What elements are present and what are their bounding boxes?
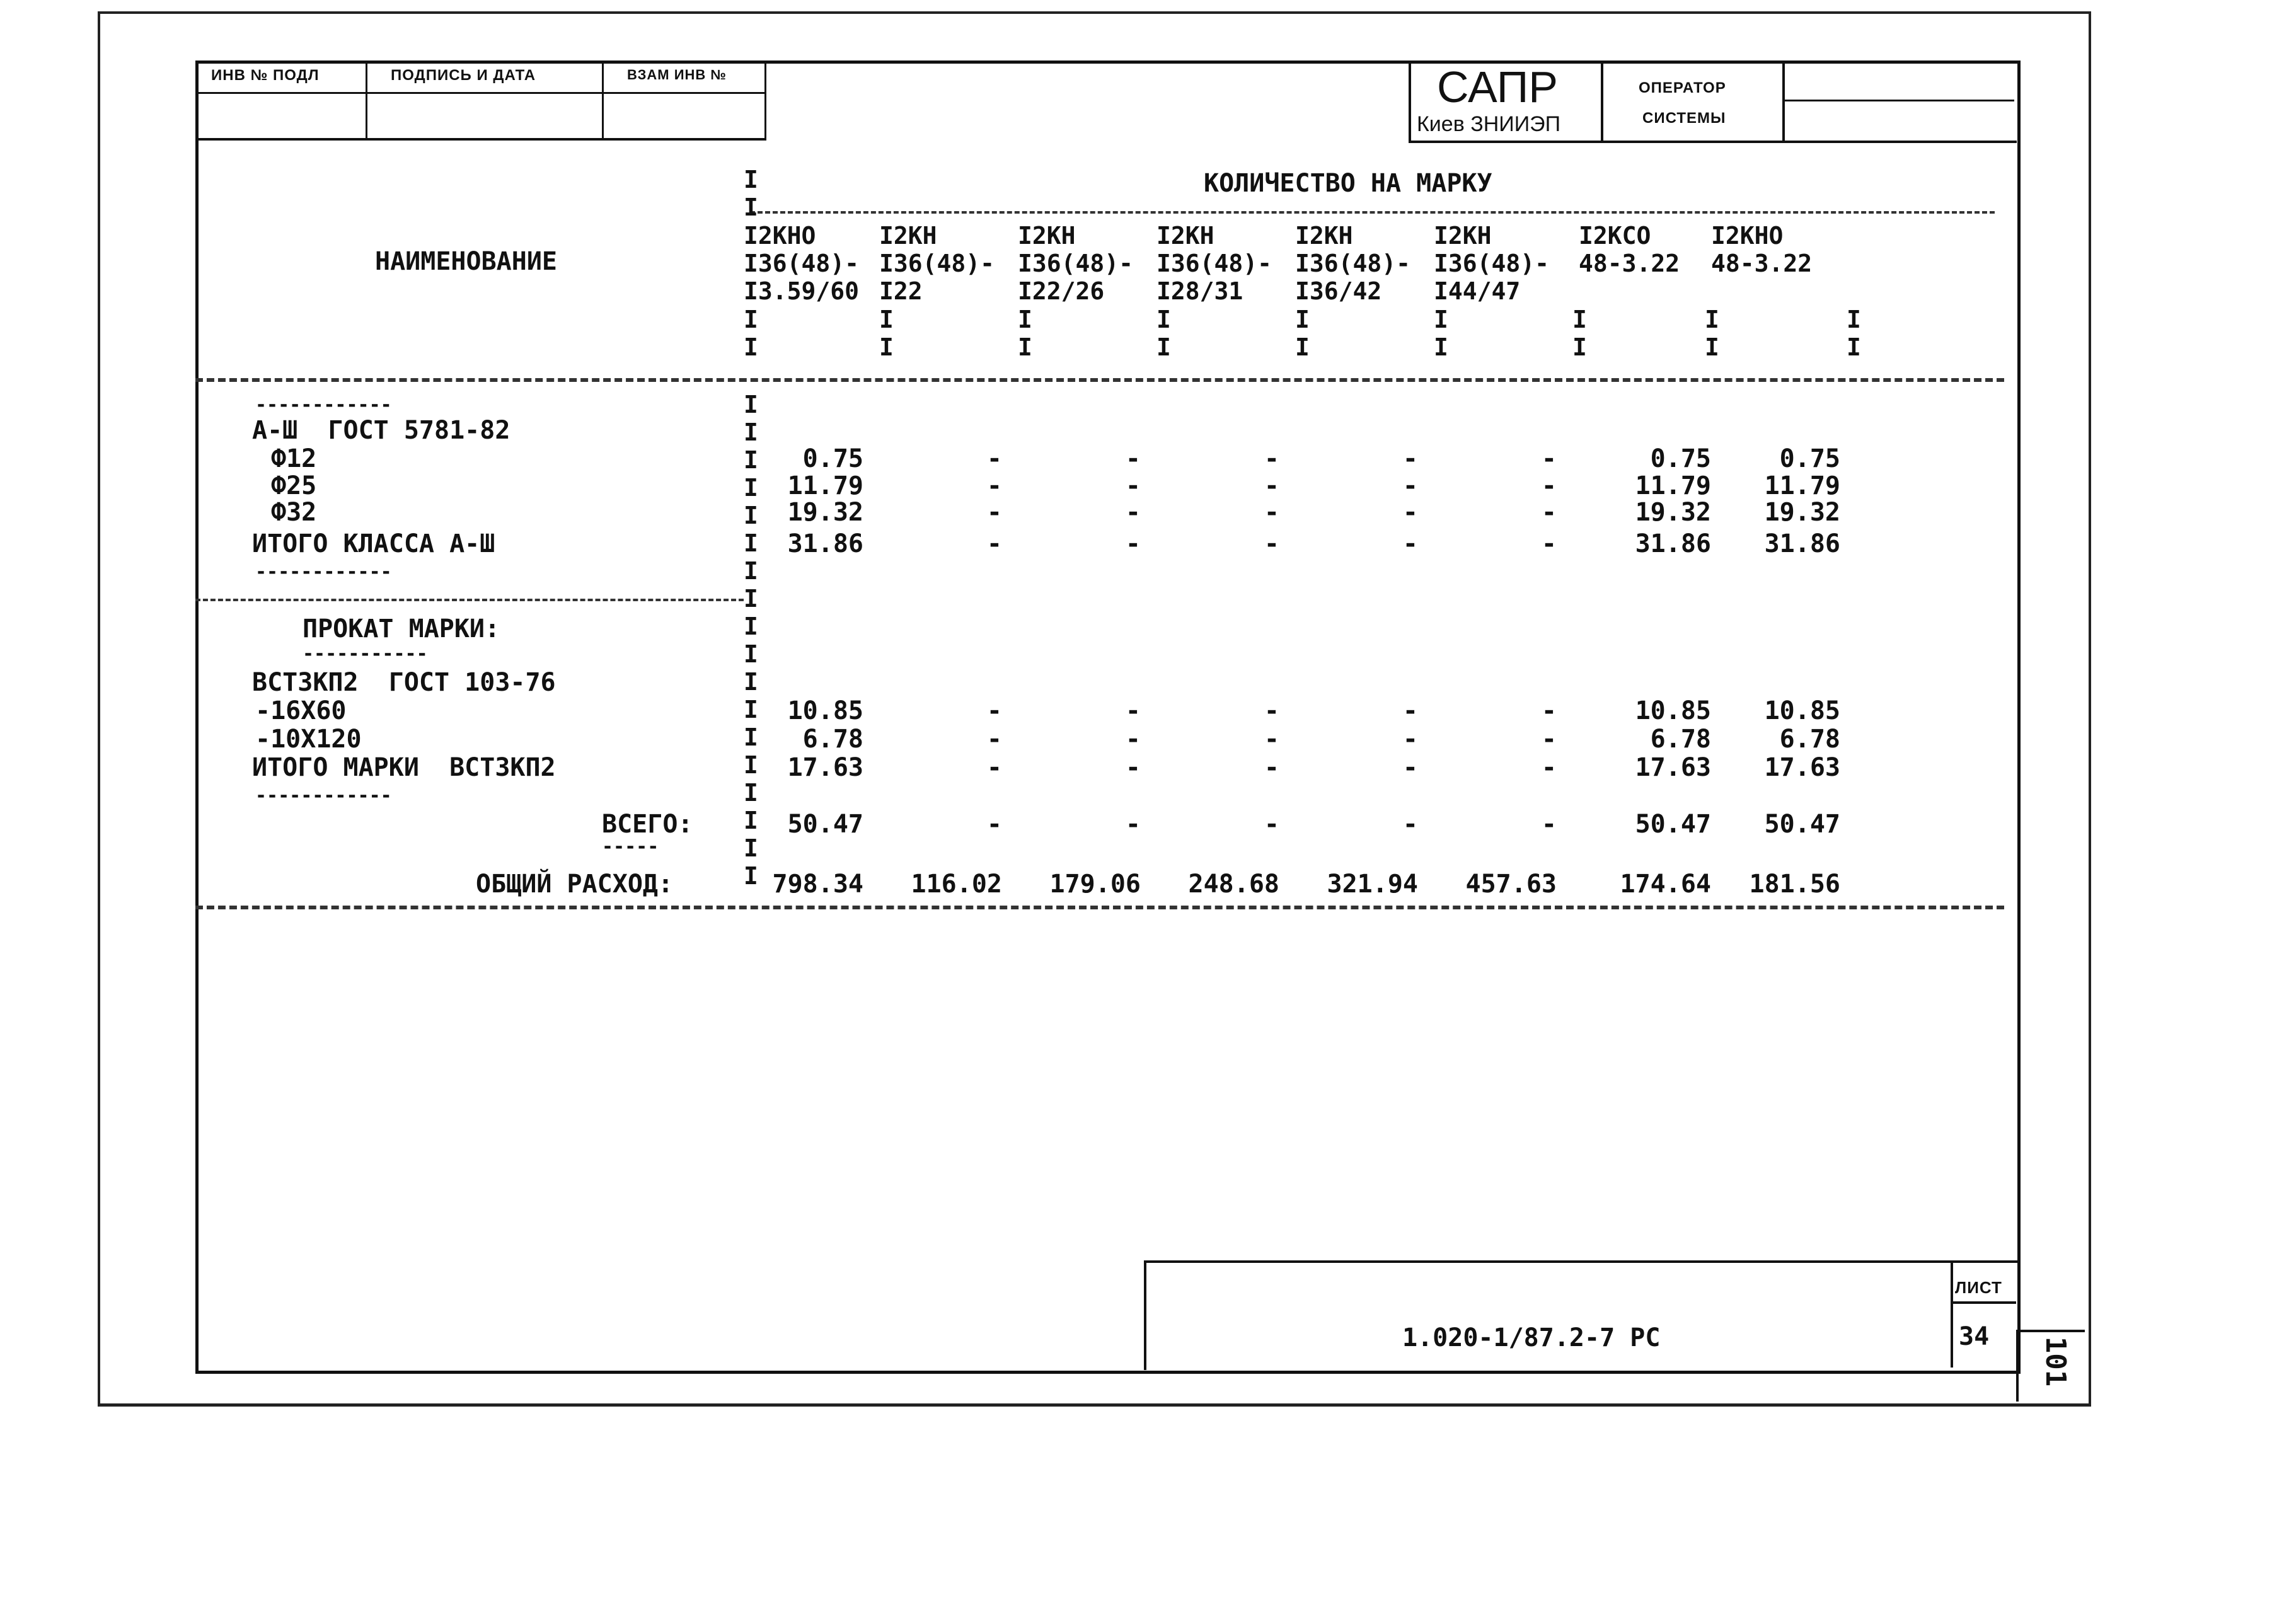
section1-title: А-Ш ГОСТ 5781-82: [252, 416, 510, 445]
column-header-line: I36(48)-: [1434, 250, 1550, 277]
empty-value-dash: -: [1264, 529, 1279, 558]
separator-mark: I: [744, 613, 758, 640]
empty-value-dash: -: [1541, 498, 1557, 527]
separator-mark: I: [1705, 333, 1719, 361]
row-label: ИТОГО КЛАССА А-Ш: [252, 529, 495, 558]
separator-mark: I: [744, 834, 758, 862]
header-separator: [195, 378, 2004, 382]
total-label: ВСЕГО:: [602, 810, 693, 839]
column-header-line: I2КНО: [1711, 222, 1784, 250]
row-label: Ф25: [271, 471, 317, 500]
separator-mark: I: [1847, 333, 1861, 361]
value-cell: 798.34: [772, 870, 863, 899]
empty-value-dash: -: [1264, 810, 1279, 839]
separator-mark: I: [744, 807, 758, 834]
value-cell: 10.85: [1635, 696, 1711, 725]
separator-mark: I: [744, 333, 758, 361]
value-cell: 6.78: [1650, 725, 1711, 754]
stamp-divider: [195, 92, 764, 94]
separator-mark: I: [744, 529, 758, 557]
value-cell: 19.32: [1635, 498, 1711, 527]
column-header-line: I28/31: [1156, 277, 1243, 305]
separator-mark: I: [1705, 306, 1719, 333]
empty-value-dash: -: [1264, 498, 1279, 527]
empty-value-dash: -: [1541, 725, 1557, 754]
column-header-line: I36(48)-: [744, 250, 860, 277]
separator-mark: I: [1156, 306, 1171, 333]
sapr-logo: САПР: [1437, 62, 1558, 112]
empty-value-dash: -: [986, 444, 1002, 473]
separator-mark: I: [744, 640, 758, 668]
quantity-header: КОЛИЧЕСТВО НА МАРКУ: [1204, 169, 1492, 198]
empty-value-dash: -: [1402, 471, 1418, 500]
value-cell: 19.32: [787, 498, 863, 527]
row-label: -16Х60: [255, 696, 347, 725]
stamp-divider: [366, 60, 367, 141]
separator-mark: I: [744, 502, 758, 529]
value-cell: 179.06: [1049, 870, 1141, 899]
consumption-label: ОБЩИЙ РАСХОД:: [476, 870, 674, 899]
column-header-line: I36(48)-: [1295, 250, 1411, 277]
value-cell: 31.86: [1764, 529, 1840, 558]
bottom-title-box: [1144, 1260, 2019, 1370]
column-header-line: I36/42: [1295, 277, 1382, 305]
separator-mark: I: [744, 862, 758, 890]
column-header-line: I3.59/60: [744, 277, 860, 305]
separator-mark: I: [744, 391, 758, 418]
separator-mark: I: [1434, 306, 1448, 333]
empty-value-dash: -: [1264, 753, 1279, 782]
section-rule: -----: [602, 836, 659, 858]
column-header-line: I22/26: [1018, 277, 1105, 305]
empty-value-dash: -: [986, 498, 1002, 527]
empty-value-dash: -: [1125, 444, 1141, 473]
empty-value-dash: -: [1402, 810, 1418, 839]
empty-value-dash: -: [1125, 810, 1141, 839]
empty-value-dash: -: [1125, 498, 1141, 527]
empty-value-dash: -: [986, 753, 1002, 782]
separator-mark: I: [1156, 333, 1171, 361]
section-rule: -----------: [303, 643, 428, 665]
value-cell: 0.75: [1779, 444, 1840, 473]
empty-value-dash: -: [1402, 696, 1418, 725]
empty-value-dash: -: [1541, 810, 1557, 839]
section-rule: ------------: [255, 561, 392, 583]
column-header-line: I2КН: [879, 222, 937, 250]
title-divider: [1785, 100, 2014, 101]
separator-mark: I: [1018, 306, 1032, 333]
separator-mark: I: [1847, 306, 1861, 333]
separator-mark: I: [1572, 306, 1587, 333]
column-header-line: I36(48)-: [1156, 250, 1272, 277]
name-header: НАИМЕНОВАНИЕ: [375, 247, 557, 276]
separator-mark: I: [744, 696, 758, 723]
empty-value-dash: -: [1264, 444, 1279, 473]
empty-value-dash: -: [986, 529, 1002, 558]
value-cell: 50.47: [1764, 810, 1840, 839]
empty-value-dash: -: [1402, 498, 1418, 527]
section2-title: ВСТ3КП2 ГОСТ 103-76: [252, 668, 556, 697]
empty-value-dash: -: [1125, 471, 1141, 500]
empty-value-dash: -: [1541, 753, 1557, 782]
value-cell: 457.63: [1465, 870, 1557, 899]
stamp-replace-label: ВЗАМ ИНВ №: [627, 67, 727, 83]
empty-value-dash: -: [1264, 725, 1279, 754]
value-cell: 10.85: [787, 696, 863, 725]
empty-value-dash: -: [1402, 444, 1418, 473]
separator-mark: I: [879, 306, 894, 333]
separator-mark: I: [744, 306, 758, 333]
separator-mark: I: [744, 166, 758, 193]
empty-value-dash: -: [1125, 753, 1141, 782]
empty-value-dash: -: [1402, 725, 1418, 754]
title-divider: [1601, 60, 1603, 141]
margin-number: 101: [2039, 1336, 2072, 1387]
value-cell: 31.86: [1635, 529, 1711, 558]
value-cell: 116.02: [911, 870, 1002, 899]
value-cell: 248.68: [1188, 870, 1279, 899]
sheet-number-box: [1951, 1260, 2019, 1368]
separator-mark: I: [744, 751, 758, 779]
stamp-divider: [602, 60, 604, 141]
empty-value-dash: -: [1125, 696, 1141, 725]
empty-value-dash: -: [986, 471, 1002, 500]
column-header-line: I22: [879, 277, 923, 305]
sheet-number: 34: [1959, 1322, 1990, 1351]
empty-value-dash: -: [1541, 529, 1557, 558]
sheet-box-divider: [1951, 1301, 2016, 1304]
value-cell: 0.75: [802, 444, 863, 473]
row-label: -10Х120: [255, 725, 362, 754]
empty-value-dash: -: [1125, 529, 1141, 558]
separator-mark: I: [1295, 333, 1310, 361]
value-cell: 19.32: [1764, 498, 1840, 527]
value-cell: 31.86: [787, 529, 863, 558]
column-header-line: I2КН: [1434, 222, 1492, 250]
value-cell: 50.47: [1635, 810, 1711, 839]
section-rule: ------------: [255, 785, 392, 807]
value-cell: 11.79: [1764, 471, 1840, 500]
value-cell: 50.47: [787, 810, 863, 839]
empty-value-dash: -: [1541, 696, 1557, 725]
value-cell: 11.79: [1635, 471, 1711, 500]
row-label: ИТОГО МАРКИ ВСТ3КП2: [252, 753, 556, 782]
separator-mark: I: [744, 585, 758, 613]
table-bottom-separator: [195, 906, 2004, 909]
separator-mark: I: [879, 333, 894, 361]
column-header-line: I2КН: [1156, 222, 1214, 250]
sheet-label: ЛИСТ: [1955, 1278, 2002, 1297]
column-header-line: 48-3.22: [1711, 250, 1813, 277]
separator-mark: I: [1434, 333, 1448, 361]
column-header-line: I36(48)-: [1018, 250, 1134, 277]
empty-value-dash: -: [986, 696, 1002, 725]
value-cell: 17.63: [787, 753, 863, 782]
document-code: 1.020-1/87.2-7 РС: [1402, 1323, 1661, 1352]
system-label: СИСТЕМЫ: [1642, 110, 1726, 127]
column-header-line: I2КСО: [1579, 222, 1651, 250]
stamp-sign-label: ПОДПИСЬ И ДАТА: [391, 67, 536, 84]
empty-value-dash: -: [1264, 696, 1279, 725]
value-cell: 321.94: [1327, 870, 1418, 899]
empty-value-dash: -: [986, 810, 1002, 839]
header-subdivider: [750, 211, 1995, 214]
separator-mark: I: [744, 779, 758, 807]
separator-mark: I: [744, 418, 758, 446]
section-separator: [195, 599, 744, 601]
row-label: Ф12: [271, 444, 317, 473]
separator-mark: I: [744, 446, 758, 474]
separator-mark: I: [744, 723, 758, 751]
empty-value-dash: -: [1541, 471, 1557, 500]
empty-value-dash: -: [986, 725, 1002, 754]
column-header-line: I2КН: [1295, 222, 1353, 250]
empty-value-dash: -: [1541, 444, 1557, 473]
value-cell: 174.64: [1620, 870, 1711, 899]
section2-heading: ПРОКАТ МАРКИ:: [303, 614, 500, 643]
value-cell: 10.85: [1764, 696, 1840, 725]
separator-mark: I: [744, 193, 758, 221]
column-header-line: I2КНО: [744, 222, 816, 250]
value-cell: 17.63: [1635, 753, 1711, 782]
separator-mark: I: [1572, 333, 1587, 361]
value-cell: 17.63: [1764, 753, 1840, 782]
value-cell: 0.75: [1650, 444, 1711, 473]
section-rule: ------------: [255, 394, 392, 416]
operator-label: ОПЕРАТОР: [1639, 79, 1726, 96]
value-cell: 11.79: [787, 471, 863, 500]
stamp-inv-label: ИНВ № ПОДЛ: [211, 67, 320, 84]
value-cell: 6.78: [802, 725, 863, 754]
value-cell: 6.78: [1779, 725, 1840, 754]
separator-mark: I: [1295, 306, 1310, 333]
column-header-line: I2КН: [1018, 222, 1076, 250]
empty-value-dash: -: [1125, 725, 1141, 754]
empty-value-dash: -: [1402, 529, 1418, 558]
column-header-line: 48-3.22: [1579, 250, 1680, 277]
value-cell: 181.56: [1749, 870, 1840, 899]
column-header-line: I44/47: [1434, 277, 1521, 305]
empty-value-dash: -: [1402, 753, 1418, 782]
empty-value-dash: -: [1264, 471, 1279, 500]
separator-mark: I: [1018, 333, 1032, 361]
separator-mark: I: [744, 557, 758, 585]
separator-mark: I: [744, 668, 758, 696]
separator-mark: I: [744, 474, 758, 502]
org-name: Киев ЗНИИЭП: [1417, 112, 1561, 136]
row-label: Ф32: [271, 498, 317, 527]
column-header-line: I36(48)-: [879, 250, 995, 277]
